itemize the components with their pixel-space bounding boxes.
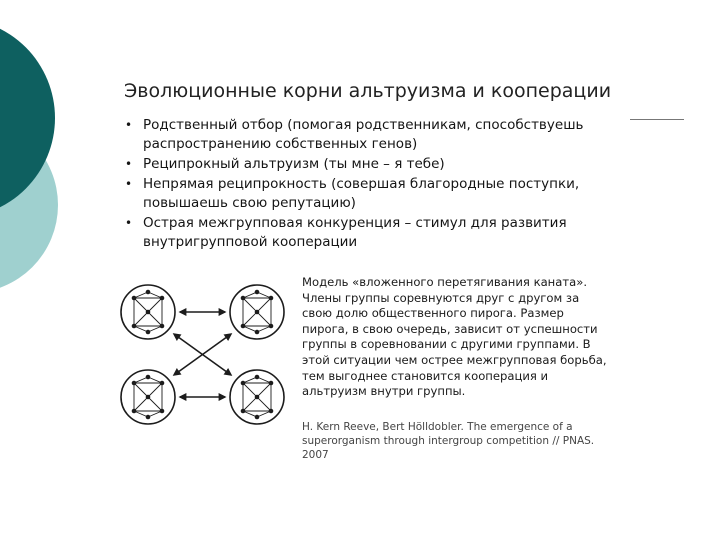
bullet-marker: • [125, 177, 133, 191]
slide-title: Эволюционные корни альтруизма и кооперации [124, 80, 612, 102]
bullet-list [124, 116, 594, 253]
corner-decoration [0, 0, 120, 300]
bullet-item-reciprocal-altruism [124, 155, 594, 174]
bullet-item-intergroup-competition [124, 214, 594, 252]
bullet-marker: • [125, 216, 133, 230]
group-of-nodes-icon [121, 370, 175, 424]
tug-of-war-diagram [112, 272, 292, 432]
bullet-item-kin-selection [124, 116, 594, 154]
group-of-nodes-icon [230, 370, 284, 424]
group-of-nodes-icon [230, 285, 284, 339]
bullet-text: Родственный отбор (помогая родственникам, способствуешь распространению собственных генов) [143, 117, 584, 152]
bullet-text: Острая межгрупповая конкуренция – стимул для развития внутригрупповой кооперации [143, 215, 567, 250]
bullet-text: Реципрокный альтруизм (ты мне – я тебе) [143, 156, 445, 172]
bullet-marker: • [125, 157, 133, 171]
reference-citation: H. Kern Reeve, Bert Hölldobler. The emergence of a superorganism through intergroup competition // PNAS. 2007 [302, 421, 595, 461]
bullet-item-indirect-reciprocity [124, 175, 594, 213]
bullet-marker: • [125, 118, 133, 132]
bullet-text: Непрямая реципрокность (совершая благородные поступки, повышаешь свою репутацию) [143, 176, 580, 211]
group-of-nodes-icon [121, 285, 175, 339]
diagram-caption: Модель «вложенного перетягивания каната». Члены группы соревнуются друг с другом за свою долю общественного пирога. Размер пирога, в свою очередь, зависит от успешности группы в соревновании с другими группами. В этой ситуации чем острее межгрупповая борьба, тем выгоднее становится кооперация и альтруизм внутри группы. [302, 275, 607, 399]
title-divider [630, 119, 684, 120]
